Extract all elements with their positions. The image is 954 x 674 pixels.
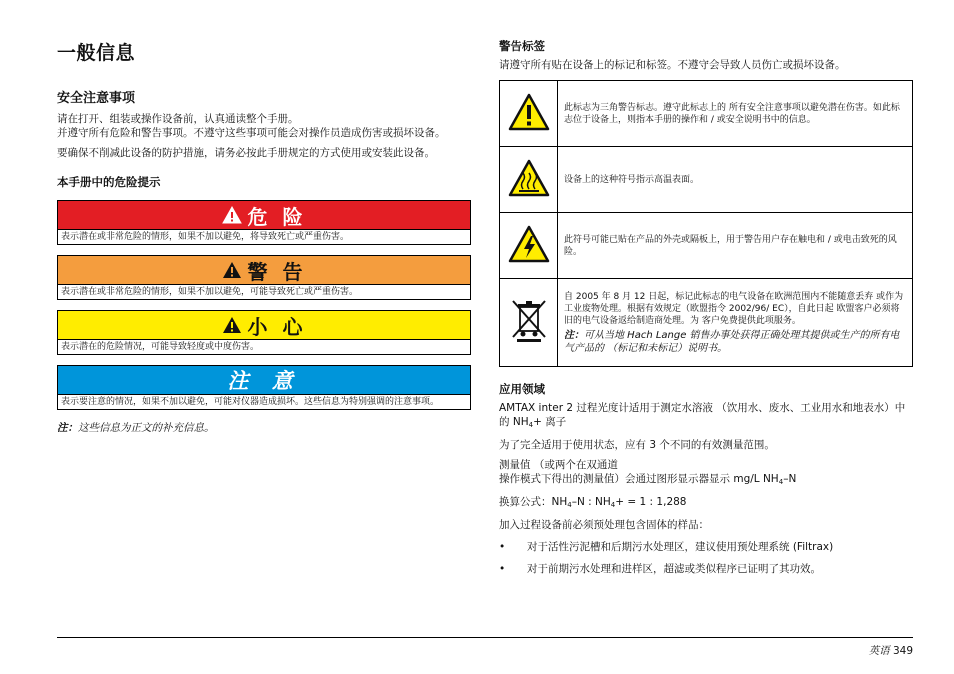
caution-description: 表示潜在的危险情况，可能导致轻度或中度伤害。 — [58, 339, 470, 354]
notice-description: 表示要注意的情况，如果不加以避免，可能对仪器造成损坏。这些信息为特别强调的注意事项。 — [58, 394, 470, 409]
symbol-row — [500, 279, 913, 367]
warning-triangle-icon — [222, 316, 242, 334]
app-p3-line1: 测量值 （或两个在双通道 — [499, 459, 618, 471]
weee-note-text: 可从当地 Hach Lange 销售办事处获得正确处理其提供或生产的所有电气产品的 （标记和未标记）说明书。 — [564, 329, 900, 354]
conversion-formula — [499, 495, 913, 512]
symbols-table — [499, 80, 913, 367]
note-prefix: 注： — [57, 422, 78, 434]
hazard-heading: 本手册中的危险提示 — [57, 175, 161, 189]
app-p3-line2: 操作模式下得出的测量值）会通过图形显示器显示 mg/L NH — [499, 473, 779, 485]
formula-b: –N : NH — [571, 496, 611, 508]
list-item: • 对于前期污水处理和进样区，超滤或类似程序已证明了其功效。 — [499, 562, 913, 576]
symbol-row — [500, 81, 913, 147]
formula-sub-2: 4 — [610, 501, 616, 509]
app-p1-text: AMTAX inter 2 过程光度计适用于测定水溶液 （饮用水、废水、工业用水和地表水）中的 NH — [499, 402, 906, 428]
danger-banner — [58, 201, 470, 229]
application-paragraph-1 — [499, 401, 913, 432]
caution-banner — [58, 311, 470, 339]
warning-triangle-icon — [222, 206, 242, 224]
application-paragraph-2: 为了完全适用于使用状态，应有 3 个不同的有效测量范围。 — [499, 439, 775, 451]
warning-triangle-icon — [222, 261, 242, 279]
symbol-text-electric: 此符号可能已贴在产品的外壳或隔板上，用于警告用户存在触电和 / 或电击致死的风险。 — [558, 213, 913, 279]
labels-heading: 警告标签 — [499, 39, 545, 53]
application-paragraph-5: 加入过程设备前必须预处理包含固体的样品： — [499, 519, 709, 531]
symbol-row — [500, 147, 913, 213]
hazard-warning — [57, 255, 471, 300]
application-heading: 应用领域 — [499, 382, 545, 396]
hazard-danger — [57, 200, 471, 245]
formula-c: + = 1 : 1,288 — [615, 496, 687, 508]
danger-label: 危 险 — [247, 204, 307, 229]
symbol-text-hot-surface: 设备上的这种符号指示高温表面。 — [558, 147, 913, 213]
right-column — [499, 38, 913, 584]
safety-paragraph-3: 要确保不削减此设备的防护措施，请务必按此手册规定的方式使用或安装此设备。 — [57, 147, 435, 159]
caution-label: 小 心 — [247, 314, 307, 339]
labels-paragraph: 请遵守所有贴在设备上的标记和标签。不遵守会导致人员伤亡或损坏设备。 — [499, 59, 846, 71]
safety-paragraph-2: 并遵守所有危险和警告事项。不遵守这些事项可能会对操作员造成伤害或损坏设备。 — [57, 127, 446, 139]
page-title: 一般信息 — [57, 42, 136, 64]
list-item: • 对于活性污泥槽和后期污水处理区，建议使用预处理系统 (Filtrax) — [499, 540, 913, 554]
hazard-notice — [57, 365, 471, 410]
hazard-caution — [57, 310, 471, 355]
warning-description: 表示潜在或非常危险的情形，如果不加以避免，可能导致死亡或严重伤害。 — [58, 284, 470, 299]
formula-a: 换算公式：NH — [499, 496, 568, 508]
electric-shock-icon — [500, 213, 558, 279]
notice-banner — [58, 366, 470, 394]
hot-surface-icon — [500, 147, 558, 213]
weee-note-prefix: 注： — [564, 329, 584, 341]
safety-heading: 安全注意事项 — [57, 91, 136, 106]
warning-banner — [58, 256, 470, 284]
footer-language: 英语 — [868, 645, 890, 657]
application-paragraph-3 — [499, 458, 913, 489]
formula-sub-1: 4 — [567, 501, 572, 509]
app-p3-suffix: –N — [783, 473, 797, 485]
warning-triangle-icon — [500, 81, 558, 147]
page-number: 349 — [892, 645, 913, 657]
note-text: 这些信息为正文的补充信息。 — [78, 422, 215, 434]
weee-bin-icon — [500, 279, 558, 367]
page-footer — [869, 643, 913, 658]
left-column — [57, 38, 471, 435]
weee-text: 自 2005 年 8 月 12 日起，标记此标志的电气设备在欧洲范围内不能随意丢弃 或作为工业废物处理。根据有效规定（欧盟指令 2002/96/ EC），自此日起 欧盟客户必须将旧的电气设备返给制造商处理。为 客户免费提供此项服务。 — [564, 291, 904, 326]
note — [57, 420, 471, 435]
pretreatment-list — [499, 540, 913, 576]
symbol-text-warning: 此标志为三角警告标志。遵守此标志上的 所有安全注意事项以避免潜在伤害。如此标志位于设备上，则指本手册的操作和 / 或安全说明书中的信息。 — [558, 81, 913, 147]
symbol-row — [500, 213, 913, 279]
warning-label: 警 告 — [247, 259, 307, 284]
weee-note — [564, 329, 906, 355]
notice-label: 注 意 — [227, 369, 301, 393]
danger-description: 表示潜在或非常危险的情形，如果不加以避免，将导致死亡或严重伤害。 — [58, 229, 470, 244]
safety-paragraph-1: 请在打开、组装或操作设备前，认真通读整个手册。 — [57, 113, 299, 125]
app-p1-sub: 4 — [528, 421, 534, 429]
footer-divider — [57, 637, 913, 638]
app-p3-sub: 4 — [778, 478, 784, 486]
app-p1-suffix: + 离子 — [533, 416, 567, 428]
symbol-text-weee — [558, 279, 913, 367]
